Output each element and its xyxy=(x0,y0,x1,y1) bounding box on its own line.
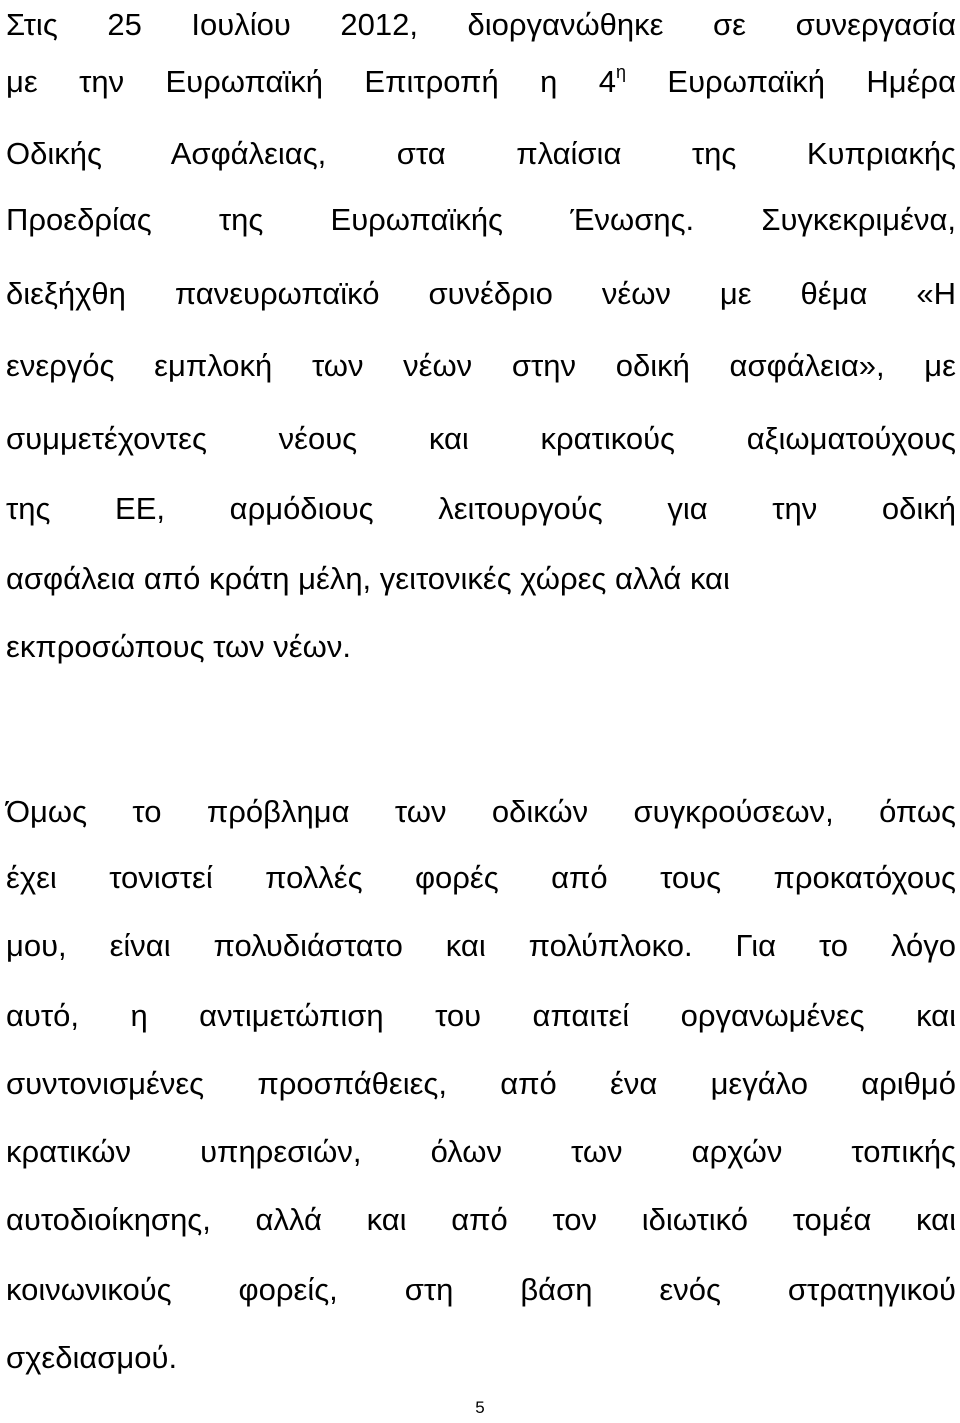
text-line: Όμως το πρόβλημα των οδικών συγκρούσεων, όπως xyxy=(6,794,956,829)
text-line: εκπροσώπους των νέων. xyxy=(6,629,351,664)
text-line: ενεργός εμπλοκή των νέων στην οδική ασφάλεια», με xyxy=(6,348,956,383)
page-number: 5 xyxy=(475,1398,485,1417)
text-line: έχει τονιστεί πολλές φορές από τους προκατόχους xyxy=(6,860,956,895)
text-line: της ΕΕ, αρμόδιους λειτουργούς για την οδική xyxy=(6,491,956,526)
text-fragment: Ευρωπαϊκή Ημέρα xyxy=(626,64,956,99)
text-line: ασφάλεια από κράτη μέλη, γειτονικές χώρες αλλά και xyxy=(6,561,730,596)
text-line: αυτό, η αντιμετώπιση του απαιτεί οργανωμένες και xyxy=(6,998,956,1033)
text-line: συντονισμένες προσπάθειες, από ένα μεγάλο αριθμό xyxy=(6,1066,956,1101)
text-line xyxy=(6,57,956,107)
text-line: συμμετέχοντες νέους και κρατικούς αξιωματούχους xyxy=(6,421,956,456)
text-line: Στις 25 Ιουλίου 2012, διοργανώθηκε σε συνεργασία xyxy=(6,7,956,42)
text-fragment: με την Ευρωπαϊκή Επιτροπή η 4 xyxy=(6,64,616,99)
text-line: κρατικών υπηρεσιών, όλων των αρχών τοπικής xyxy=(6,1134,956,1169)
text-line: διεξήχθη πανευρωπαϊκό συνέδριο νέων με θέμα «Η xyxy=(6,276,956,311)
text-line: σχεδιασμού. xyxy=(6,1340,178,1375)
text-line: κοινωνικούς φορείς, στη βάση ενός στρατηγικού xyxy=(6,1272,956,1307)
text-line: αυτοδιοίκησης, αλλά και από τον ιδιωτικό τομέα και xyxy=(6,1202,956,1237)
text-line: μου, είναι πολυδιάστατο και πολύπλοκο. Για το λόγο xyxy=(6,928,956,963)
superscript-ordinal: η xyxy=(616,62,627,82)
text-line: Οδικής Ασφάλειας, στα πλαίσια της Κυπριακής xyxy=(6,136,956,171)
text-line: Προεδρίας της Ευρωπαϊκής Ένωσης. Συγκεκριμένα, xyxy=(6,202,956,237)
